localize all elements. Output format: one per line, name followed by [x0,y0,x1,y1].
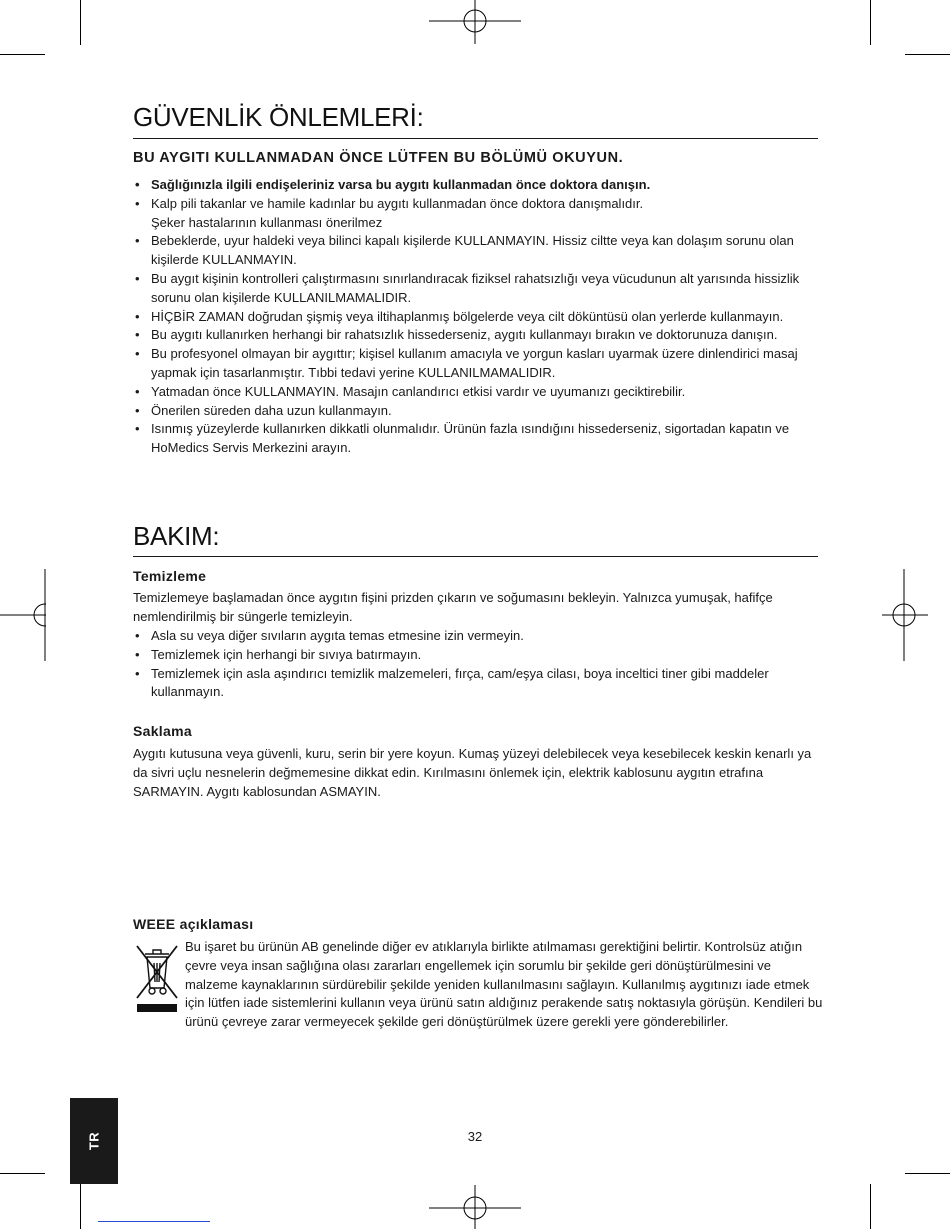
list-item: • Yatmadan önce KULLANMAYIN. Masajın canlandırıcı etkisi vardır ve uyumanızı geciktirebilir. [133,383,823,402]
crop-mark [905,1173,950,1174]
crop-mark [870,0,871,45]
safety-title: GÜVENLİK ÖNLEMLERİ: [133,102,424,132]
registration-mark-left [0,569,46,661]
registration-mark-bottom [429,1185,521,1229]
crop-mark [905,54,950,55]
list-item [133,195,823,233]
crop-mark [870,1184,871,1229]
list-item-text: Şeker hastalarının kullanması önerilmez [151,214,383,230]
list-item: • Asla su veya diğer sıvıların aygıta temas etmesine izin vermeyin. [133,627,823,646]
language-tab-label: TR [86,1131,102,1151]
crossed-out-wheelie-bin-icon [133,940,181,1018]
list-item: • Bebeklerde, uyur haldeki veya bilinci kapalı kişilerde KULLANMAYIN. Hissiz ciltte veya kan dolaşım sorunu olan kişilerde KULLANMAYIN. [133,232,823,270]
crop-mark [80,0,81,45]
page-number: 32 [467,1129,483,1144]
language-tab [70,1098,118,1184]
section-divider [133,138,818,139]
crop-mark [0,54,45,55]
safety-list [133,176,823,458]
cleaning-heading: Temizleme [133,568,207,584]
list-item: • Önerilen süreden daha uzun kullanmayın. [133,402,823,421]
care-title: BAKIM: [133,521,220,551]
list-item: • Bu aygıtı kullanırken herhangi bir rahatsızlık hissederseniz, aygıtı kullanmayı bırakın ve doktorunuza danışın. [133,326,823,345]
list-item: • Isınmış yüzeylerde kullanırken dikkatli olunmalıdır. Ürünün fazla ısındığını hissederseniz, sigortadan kapatın ve HoMedics Servis Merkezini arayın. [133,420,823,458]
list-item: • HİÇBİR ZAMAN doğrudan şişmiş veya iltihaplanmış bölgelerde veya cilt döküntüsü olan yerlerde kullanmayın. [133,308,823,327]
cleaning-intro: Temizlemeye başlamadan önce aygıtın fişini prizden çıkarın ve soğumasını bekleyin. Yalnızca yumuşak, hafifçe nemlendirilmiş bir süngerle temizleyin. [133,590,773,624]
list-item: • Bu profesyonel olmayan bir aygıttır; kişisel kullanım amacıyla ve yorgun kasları uyarmak üzere dinlendirici masaj yapmak için tasarlanmıştır. Tıbbi tedavi yerine KULLANILMAMALIDIR. [133,345,823,383]
weee-statement [133,938,823,1032]
weee-heading: WEEE açıklaması [133,916,254,932]
storage-heading: Saklama [133,723,192,739]
list-item: • Temizlemek için asla aşındırıcı temizlik malzemeleri, fırça, cam/eşya cilası, boya inceltici tiner gibi maddeler kullanmayın. [133,665,823,703]
registration-mark-top [429,0,521,44]
list-item: • Bu aygıt kişinin kontrolleri çalıştırmasını sınırlandıracak fiziksel rahatsızlığı veya vücudunun alt yarısında hissizlik sorunu olan kişilerde KULLANILMAMALIDIR. [133,270,823,308]
list-item: • Sağlığınızla ilgili endişeleriniz varsa bu aygıtı kullanmadan önce doktora danışın. [133,176,823,195]
weee-text: Bu işaret bu ürünün AB genelinde diğer ev atıklarıyla birlikte atılmaması gerektiğini belirtir. Kontrolsüz atığın çevre veya insan sağlığına olası zararları engellemek için sorumlu bir şekilde geri dönüştürülmesini ve malzeme kaynaklarının sürdürebilir şekilde yeniden kullanılmasını sağlayın. Kullanılmış aygıtınızı iade etmek için lütfen iade sistemlerini kullanın veya ürünü satın aldığınız perakende satış noktasıyla görüşün. Kendileri bu ürünü çevreye zarar vermeyecek şekilde geri dönüştürülmek üzere gerekli yere gönderebilirler. [185,939,823,1030]
list-item: • Temizlemek için herhangi bir sıvıya batırmayın. [133,646,823,665]
crop-mark [80,1184,81,1229]
list-item-text: Kalp pili takanlar ve hamile kadınlar bu aygıtı kullanmadan önce doktora danışmalıdır. [151,195,644,211]
cleaning-list [133,627,823,702]
storage-text: Aygıtı kutusuna veya güvenli, kuru, serin bir yere koyun. Kumaş yüzeyi delebilecek veya kesebilecek keskin kenarlı ya da sivri uçlu nesnelerin değmemesine dikkat edin. Kırılmasını önlemek için, elektrik kablosunu aygıtın etrafına SARMAYIN. Aygıtı kablosundan ASMAYIN. [133,746,812,799]
section-divider [133,556,818,557]
crop-mark [0,1173,45,1174]
safety-subtitle: BU AYGITI KULLANMADAN ÖNCE LÜTFEN BU BÖLÜMÜ OKUYUN. [133,150,624,166]
color-bar [98,1221,210,1222]
registration-mark-right [882,569,928,661]
